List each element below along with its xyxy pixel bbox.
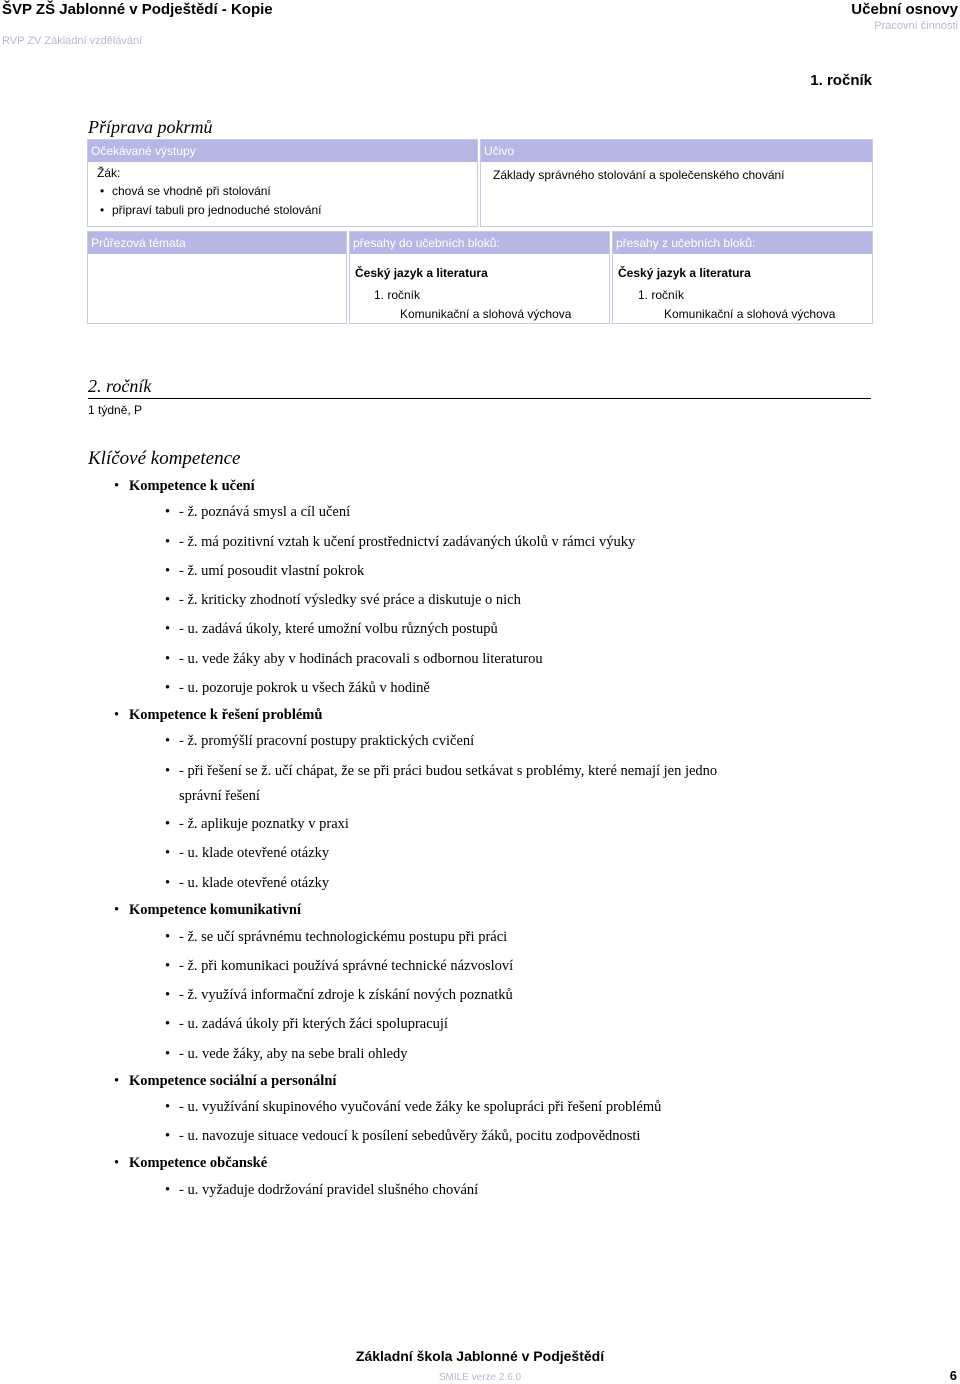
competence-item-text: - u. zadává úkoly při kterých žáci spolupracují xyxy=(179,1016,448,1032)
competence-item-text: - ž. umí posoudit vlastní pokrok xyxy=(179,563,365,579)
outcomes-box xyxy=(87,139,478,227)
bullet-icon: • xyxy=(165,621,171,637)
competence-title: Kompetence k řešení problémů xyxy=(129,707,323,723)
competence-item-text: - ž. má pozitivní vztah k učení prostřednictví zadávaných úkolů v rámci výuky xyxy=(179,534,636,550)
competence-item-text: - u. klade otevřené otázky xyxy=(179,875,330,891)
bullet-icon: • xyxy=(165,651,171,667)
competence-item-text: - ž. poznává smysl a cíl učení xyxy=(179,504,351,520)
bullet-icon: • xyxy=(165,816,171,832)
competence-item-text: - u. využívání skupinového vyučování vede žáky ke spolupráci při řešení problémů xyxy=(179,1099,662,1115)
overlap-from-box xyxy=(612,231,873,324)
bullet-icon: • xyxy=(165,733,171,749)
bullet-icon: • xyxy=(114,478,120,494)
competence-item-text: - u. vede žáky, aby na sebe brali ohledy xyxy=(179,1046,408,1062)
grade-2-hours: 1 týdně, P xyxy=(88,403,143,417)
bullet-icon: • xyxy=(165,1016,171,1032)
section-subtitle: Pracovní činnosti xyxy=(874,20,958,32)
document-subtitle: RVP ZV Základní vzdělávání xyxy=(2,35,143,47)
grade-2-heading: 2. ročník xyxy=(88,376,871,399)
competence-item-text: - u. klade otevřené otázky xyxy=(179,845,330,861)
competence-heading xyxy=(114,707,322,724)
bullet-icon: • xyxy=(165,763,171,779)
competence-title: Kompetence komunikativní xyxy=(129,902,301,918)
curriculum-header: Učivo xyxy=(481,140,872,162)
competence-item-text: - ž. kriticky zhodnotí výsledky své práce a diskutuje o nich xyxy=(179,592,521,608)
curriculum-text: Základy správného stolování a společenského chování xyxy=(493,168,785,182)
key-competences-title: Klíčové kompetence xyxy=(88,448,241,469)
bullet-icon: • xyxy=(165,592,171,608)
competence-heading xyxy=(114,478,255,495)
overlap-to-subject: Český jazyk a literatura xyxy=(355,266,488,280)
competence-title: Kompetence občanské xyxy=(129,1155,268,1171)
competence-item-text: - při řešení se ž. učí chápat, že se při práci budou setkávat s problémy, které nemají jen jedno xyxy=(179,763,718,779)
overlap-from-block: Komunikační a slohová výchova xyxy=(664,307,836,321)
crosscutting-header: Průřezová témata xyxy=(88,232,346,254)
bullet-icon: • xyxy=(165,680,171,696)
bullet-icon: • xyxy=(165,534,171,550)
competence-item-text: - u. pozoruje pokrok u všech žáků v hodině xyxy=(179,680,430,696)
competence-item-text: správní řešení xyxy=(179,788,260,804)
footer-version: SMILE verze 2.6.0 xyxy=(438,1372,522,1383)
competence-item-text: - ž. využívá informační zdroje k získání nových poznatků xyxy=(179,987,513,1003)
bullet-icon: • xyxy=(114,1073,120,1089)
overlap-from-grade: 1. ročník xyxy=(638,288,685,302)
competence-item-text: - u. zadává úkoly, které umožní volbu různých postupů xyxy=(179,621,498,637)
bullet-icon: • xyxy=(165,1128,171,1144)
competence-item-text: - u. vede žáky aby v hodinách pracovali s odbornou literaturou xyxy=(179,651,543,667)
subject-title: Příprava pokrmů xyxy=(88,117,213,137)
overlap-to-box xyxy=(349,231,610,324)
bullet-icon: • xyxy=(165,563,171,579)
competence-title: Kompetence k učení xyxy=(129,478,255,494)
bullet-icon: • xyxy=(165,875,171,891)
competence-title: Kompetence sociální a personální xyxy=(129,1073,337,1089)
bullet-icon: • xyxy=(165,958,171,974)
competence-item-text: - ž. promýšlí pracovní postupy praktických cvičení xyxy=(179,733,475,749)
outcome-item: • připraví tabuli pro jednoduché stolování xyxy=(97,201,477,220)
outcome-item: • chová se vhodně při stolování xyxy=(97,182,477,201)
bullet-icon: • xyxy=(114,902,120,918)
competence-heading xyxy=(114,1155,267,1172)
competence-item-text: - ž. aplikuje poznatky v praxi xyxy=(179,816,349,832)
crosscutting-box xyxy=(87,231,347,324)
curriculum-box xyxy=(480,139,873,227)
bullet-icon: • xyxy=(165,1099,171,1115)
competence-heading xyxy=(114,1073,336,1090)
overlap-from-header: přesahy z učebních bloků: xyxy=(613,232,872,254)
competence-item-text: - u. vyžaduje dodržování pravidel slušného chování xyxy=(179,1182,479,1198)
competence-heading xyxy=(114,902,301,919)
bullet-icon: • xyxy=(165,504,171,520)
bullet-icon: • xyxy=(165,1182,171,1198)
competence-item-text: - ž. při komunikaci používá správné technické názvosloví xyxy=(179,958,514,974)
bullet-icon: • xyxy=(114,1155,120,1171)
bullet-icon: • xyxy=(165,845,171,861)
bullet-icon: • xyxy=(165,987,171,1003)
footer-school: Základní škola Jablonné v Podještědí xyxy=(355,1348,605,1364)
overlap-from-subject: Český jazyk a literatura xyxy=(618,266,751,280)
overlap-to-header: přesahy do učebních bloků: xyxy=(350,232,609,254)
competence-item-text: - ž. se učí správnému technologickému postupu při práci xyxy=(179,929,508,945)
section-title: Učební osnovy xyxy=(851,1,958,18)
bullet-icon: • xyxy=(165,1046,171,1062)
document-title: ŠVP ZŠ Jablonné v Podještědí - Kopie xyxy=(2,1,273,18)
bullet-icon: • xyxy=(114,707,120,723)
page-number: 6 xyxy=(949,1368,957,1383)
competence-item-text: - u. navozuje situace vedoucí k posílení sebedůvěry žáků, pocitu zodpovědnosti xyxy=(179,1128,641,1144)
outcomes-list xyxy=(97,182,477,220)
outcomes-header: Očekávané výstupy xyxy=(88,140,477,162)
student-label: Žák: xyxy=(97,166,121,180)
overlap-to-block: Komunikační a slohová výchova xyxy=(400,307,572,321)
overlap-to-grade: 1. ročník xyxy=(374,288,421,302)
grade-1-heading: 1. ročník xyxy=(810,72,872,89)
bullet-icon: • xyxy=(165,929,171,945)
